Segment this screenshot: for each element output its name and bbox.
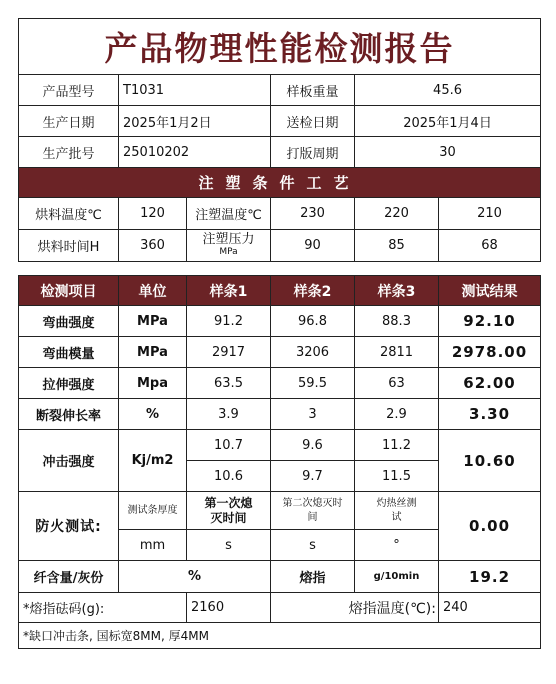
footer-row (19, 593, 541, 623)
fire-h3: 第二次熄灭时间 (271, 492, 355, 530)
item-name: 断裂伸长率 (19, 399, 119, 430)
impact-b3: 11.5 (355, 461, 439, 492)
mi-label: 熔指 (271, 561, 355, 593)
table-row (19, 306, 541, 337)
inj-press-cell (187, 230, 271, 262)
item-name: 弯曲模量 (19, 337, 119, 368)
impact-a2: 9.6 (271, 430, 355, 461)
inj-temp-2: 220 (355, 198, 439, 230)
fire-result: 0.00 (439, 492, 541, 561)
cycle-value: 30 (355, 137, 541, 168)
weight-label: 样板重量 (271, 75, 355, 106)
sample-2: 3 (271, 399, 355, 430)
table-row (19, 399, 541, 430)
footer-note: *缺口冲击条, 国标宽8MM, 厚4MM (19, 623, 541, 649)
fire-h2-line1: 第一次熄 (204, 495, 253, 510)
sample-3: 2.9 (355, 399, 439, 430)
fire-h2-line2: 灭时间 (210, 510, 247, 525)
col-header-sample1: 样条1 (187, 276, 271, 306)
fire-u4: ° (355, 530, 439, 561)
col-header-result: 测试结果 (439, 276, 541, 306)
fire-row (19, 492, 541, 530)
impact-b1: 10.6 (187, 461, 271, 492)
mi-temp-value: 240 (439, 593, 541, 623)
fire-u2: s (187, 530, 271, 561)
mi-temp-label: 熔指温度(℃): (271, 593, 439, 623)
test-result: 92.10 (439, 306, 541, 337)
fiber-row (19, 561, 541, 593)
process-banner: 注塑条件工艺 (19, 168, 541, 198)
impact-b2: 9.7 (271, 461, 355, 492)
inj-press-2: 85 (355, 230, 439, 262)
dry-temp-label: 烘料温度℃ (19, 198, 119, 230)
batch-value: 25010202 (119, 137, 271, 168)
note-row (19, 623, 541, 649)
sample-2: 96.8 (271, 306, 355, 337)
item-unit: MPa (119, 306, 187, 337)
inj-press-label: 注塑压力 (202, 231, 255, 247)
send-date-label: 送检日期 (271, 106, 355, 137)
col-header-sample3: 样条3 (355, 276, 439, 306)
inj-press-unit: MPa (219, 246, 238, 257)
impact-unit: Kj/m2 (119, 430, 187, 492)
report-title: 产品物理性能检测报告 (19, 19, 541, 75)
weight-value: 45.6 (355, 75, 541, 106)
mi-value: 19.2 (439, 561, 541, 593)
mi-weight-label: *熔指砝码(g): (19, 593, 187, 623)
impact-row (19, 430, 541, 461)
impact-a1: 10.7 (187, 430, 271, 461)
item-unit: MPa (119, 337, 187, 368)
fire-h1: 测试条厚度 (119, 492, 187, 530)
cycle-label: 打版周期 (271, 137, 355, 168)
impact-item: 冲击强度 (19, 430, 119, 492)
impact-result: 10.60 (439, 430, 541, 492)
fiber-unit: % (119, 561, 271, 593)
inj-press-1: 90 (271, 230, 355, 262)
col-header-unit: 单位 (119, 276, 187, 306)
prod-date-label: 生产日期 (19, 106, 119, 137)
model-label: 产品型号 (19, 75, 119, 106)
fire-u3: s (271, 530, 355, 561)
sample-1: 63.5 (187, 368, 271, 399)
dry-temp-value: 120 (119, 198, 187, 230)
item-unit: % (119, 399, 187, 430)
test-result: 2978.00 (439, 337, 541, 368)
prod-date-value: 2025年1月2日 (119, 106, 271, 137)
sample-1: 2917 (187, 337, 271, 368)
fire-item: 防火测试: (19, 492, 119, 561)
fire-h2 (187, 492, 271, 530)
fiber-item: 纤含量/灰份 (19, 561, 119, 593)
report-table (18, 18, 541, 649)
sample-1: 91.2 (187, 306, 271, 337)
item-name: 弯曲强度 (19, 306, 119, 337)
sample-1: 3.9 (187, 399, 271, 430)
item-unit: Mpa (119, 368, 187, 399)
sample-2: 3206 (271, 337, 355, 368)
mi-weight-value: 2160 (187, 593, 271, 623)
test-result: 3.30 (439, 399, 541, 430)
batch-label: 生产批号 (19, 137, 119, 168)
table-row (19, 337, 541, 368)
fire-h4: 灼热丝测试 (355, 492, 439, 530)
impact-a3: 11.2 (355, 430, 439, 461)
model-value: T1031 (119, 75, 271, 106)
item-name: 拉伸强度 (19, 368, 119, 399)
dry-time-value: 360 (119, 230, 187, 262)
spacer-row (19, 262, 541, 276)
table-row (19, 368, 541, 399)
dry-time-label: 烘料时间H (19, 230, 119, 262)
inj-temp-label: 注塑温度℃ (187, 198, 271, 230)
sample-3: 88.3 (355, 306, 439, 337)
inj-press-3: 68 (439, 230, 541, 262)
sample-2: 59.5 (271, 368, 355, 399)
inj-temp-1: 230 (271, 198, 355, 230)
col-header-item: 检测项目 (19, 276, 119, 306)
sample-3: 63 (355, 368, 439, 399)
send-date-value: 2025年1月4日 (355, 106, 541, 137)
inj-temp-3: 210 (439, 198, 541, 230)
report-sheet (18, 18, 540, 649)
mi-unit: g/10min (355, 561, 439, 593)
col-header-sample2: 样条2 (271, 276, 355, 306)
sample-3: 2811 (355, 337, 439, 368)
test-result: 62.00 (439, 368, 541, 399)
fire-u1: mm (119, 530, 187, 561)
